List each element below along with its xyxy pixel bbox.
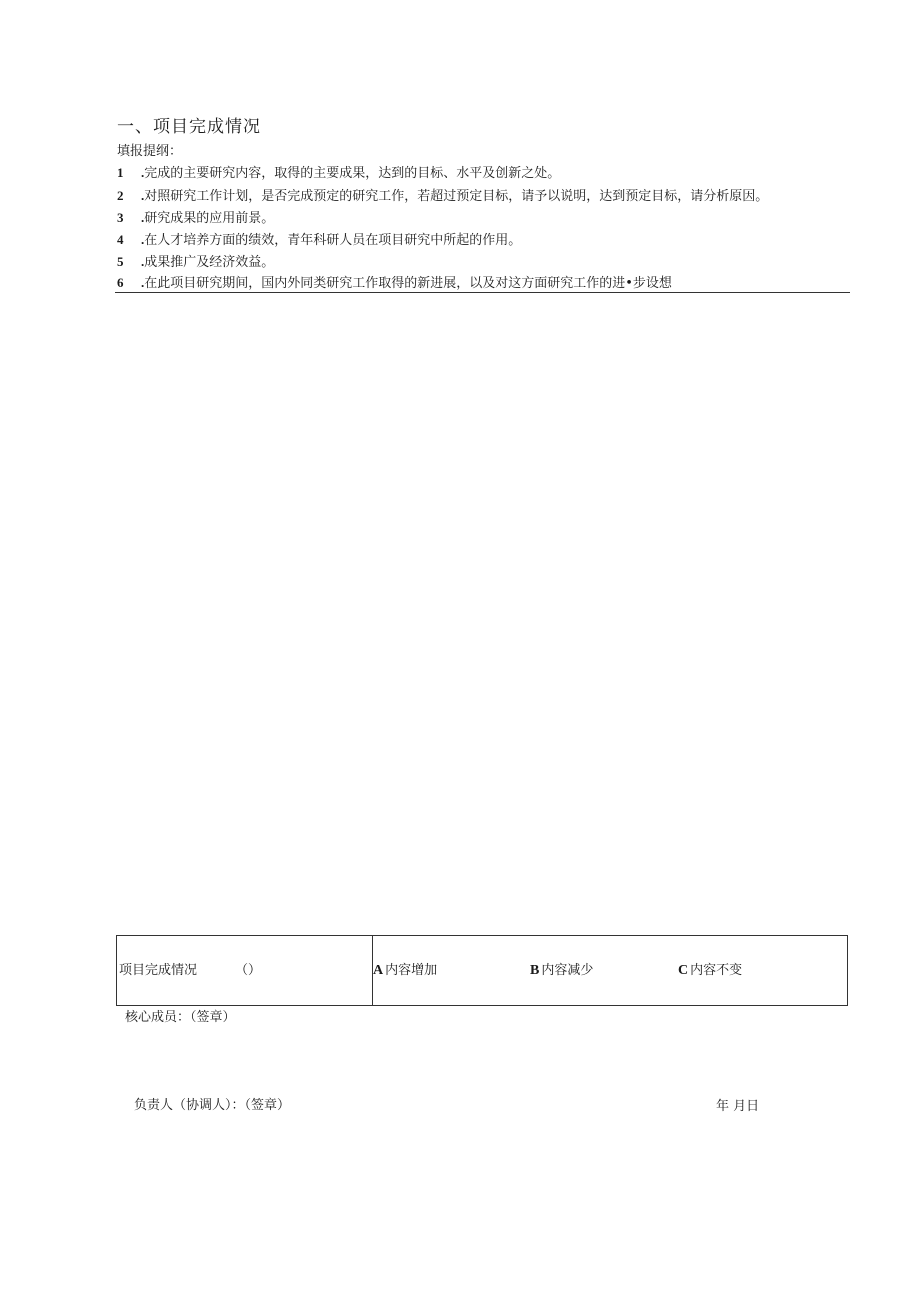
outline-item xyxy=(117,231,521,250)
option-a[interactable] xyxy=(373,962,437,980)
outline-item xyxy=(117,274,672,293)
item-number: 3 xyxy=(117,210,124,225)
signature-date: 年 月日 xyxy=(716,1099,760,1114)
outline-item xyxy=(117,187,768,206)
divider-line xyxy=(115,292,850,293)
responsible-signature: 负责人（协调人）：（签章） xyxy=(134,1098,291,1113)
status-bracket[interactable]: （） xyxy=(235,963,262,978)
item-dot: . xyxy=(141,275,145,290)
item-number: 5 xyxy=(117,254,124,269)
item-text: 在此项目研究期间，国内外同类研究工作取得的新进展，以及对这方面研究工作的进•步设想 xyxy=(144,276,672,291)
option-text: 内容不变 xyxy=(690,963,743,978)
status-label: 项目完成情况 xyxy=(119,963,198,978)
option-letter: B xyxy=(530,963,540,978)
option-b[interactable] xyxy=(530,962,593,980)
outline-item xyxy=(117,253,274,272)
item-number: 1 xyxy=(117,165,124,180)
item-dot: . xyxy=(141,165,145,180)
outline-label: 填报提纲： xyxy=(117,144,183,159)
option-letter: A xyxy=(373,963,384,978)
item-text: 对照研究工作计划，是否完成预定的研究工作，若超过预定目标，请予以说明，达到预定目标，请分析原因。 xyxy=(144,189,769,204)
option-text: 内容减少 xyxy=(541,963,594,978)
status-label-cell xyxy=(119,962,261,980)
option-letter: C xyxy=(678,963,689,978)
outline-item xyxy=(117,209,274,228)
item-dot: . xyxy=(141,254,145,269)
item-dot: . xyxy=(141,188,145,203)
item-number: 2 xyxy=(117,188,124,203)
section-title: 一、项目完成情况 xyxy=(117,117,261,137)
item-number: 6 xyxy=(117,275,124,290)
option-c[interactable] xyxy=(678,962,742,980)
option-text: 内容增加 xyxy=(385,963,438,978)
item-text: 研究成果的应用前景。 xyxy=(144,211,275,226)
item-text: 在人才培养方面的绩效，青年科研人员在项目研究中所起的作用。 xyxy=(144,233,522,248)
outline-item xyxy=(117,164,560,183)
item-number: 4 xyxy=(117,232,124,247)
item-text: 完成的主要研究内容，取得的主要成果，达到的目标、水平及创新之处。 xyxy=(144,166,561,181)
item-dot: . xyxy=(141,210,145,225)
core-members-signature: 核心成员：（签章） xyxy=(125,1010,236,1025)
item-dot: . xyxy=(141,232,145,247)
item-text: 成果推广及经济效益。 xyxy=(144,255,275,270)
status-table xyxy=(116,935,848,1006)
